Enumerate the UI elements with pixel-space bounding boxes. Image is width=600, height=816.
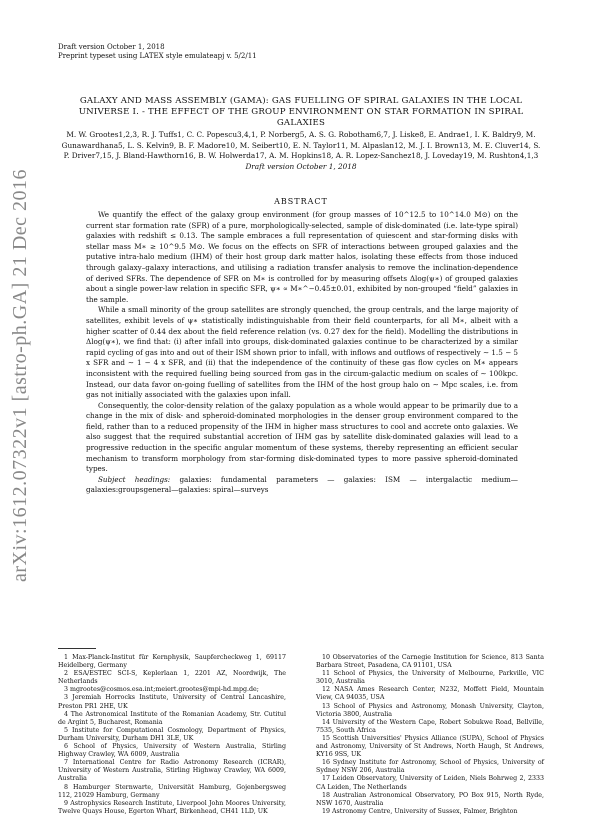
affiliation: 12 NASA Ames Research Center, N232, Moffett Field, Mountain View, CA 94035, USA: [316, 686, 544, 702]
abstract-paragraph: Consequently, the color-density relation of the galaxy population as a whole would appear to be primarily due to a change in the mix of disk- and spheroid-dominated morphologies in the denser group environment compared to the field, rather than to a reduced propensity of the IHM in higher mass structures to cool and accrete onto galaxies. We also suggest that the required substantial accretion of IHM gas by satellite disk-dominated galaxies will lead to a progressive reduction in the specific angular momentum of these systems, thereby representing an efficient secular mechanism to transform morphology from star-forming disk-dominated types to more passive spheroid-dominated types.: [86, 400, 518, 474]
affiliation: 18 Australian Astronomical Observatory, PO Box 915, North Ryde, NSW 1670, Australia: [316, 791, 544, 807]
author-list: M. W. Grootes1,2,3, R. J. Tuffs1, C. C. Popescu3,4,1, P. Norberg5, A. S. G. Robotham6,7, J. Liske8, E. Andrae1, I. K. Baldry9, M. Gunawardhana5, L. S. Kelvin9, B. F. Madore10, M. Seibert10, E. N. Taylor11, M. Alpaslan12, M. J. I. Brown13, M. E. Cluver14, S. P. Driver7,15, J. Bland-Hawthorn16, B. W. Holwerda17, A. M. Hopkins18, A. R. Lopez-Sanchez18, J. Loveday19, M. Rushton4,1,3: [61, 130, 541, 160]
affiliation: 9 Astrophysics Research Institute, Liverpool John Moores University, Twelve Quays House, Egerton Wharf, Birkenhead, CH41 1LD, UK: [58, 799, 286, 815]
affiliation: 2 ESA/ESTEC SCI-S, Keplerlaan 1, 2201 AZ, Noordwijk, The Netherlands: [58, 670, 286, 686]
draft-date: Draft version October 1, 2018: [245, 161, 357, 171]
arxiv-id: arXiv:1612.07322v1 [astro-ph.GA] 21 Dec 2016: [9, 168, 32, 582]
preprint-header: [58, 43, 257, 61]
affiliation: 19 Astronomy Centre, University of Sussex, Falmer, Brighton: [322, 807, 518, 815]
affiliations-left: [58, 654, 286, 816]
affiliation: 3 Jeremiah Horrocks Institute, University of Central Lancashire, Preston PR1 2HE, UK: [58, 694, 286, 710]
affiliation: 8 Hamburger Sternwarte, Universität Hamburg, Gojenbergsweg 112, 21029 Hamburg, Germany: [58, 783, 286, 799]
affiliation: 16 Sydney Institute for Astronomy, School of Physics, University of Sydney NSW 206, Australia: [316, 759, 544, 775]
affiliation: 17 Leiden Observatory, University of Leiden, Niels Bohrweg 2, 2333 CA Leiden, The Netherlands: [316, 775, 544, 791]
affiliation: 11 School of Physics, the University of Melbourne, Parkville, VIC 3010, Australia: [316, 670, 544, 686]
affiliation: 3 mgrootes@cosmos.esa.int;meiert.grootes@mpi-hd.mpg.de;: [64, 686, 259, 694]
author-block: [60, 130, 542, 172]
affiliation: 14 University of the Western Cape, Robert Sobukwe Road, Bellville, 7535, South Africa: [316, 718, 544, 734]
abstract-paragraph: While a small minority of the group satellites are strongly quenched, the group centrals, and the large majority of satellites, exhibit levels of ψ∗ statistically indistinguishable from their field counterparts, for all M∗, albeit with a higher scatter of 0.44 dex about the field reference relation (vs. 0.27 dex for the field). Modelling the distributions in Δlog(ψ∗), we find that: (i) after infall into groups, disk-dominated galaxies continue to be characterized by a similar rapid cycling of gas into and out of their ISM shown prior to infall, with inflows and outflows of respectively ∼ 1.5 − 5 x SFR and ∼ 1 − 4 x SFR, and (ii) that the independence of the continuity of these gas flow cycles on M∗ appears inconsistent with the required fuelling being sourced from gas in the circum-galactic medium on scales of ∼ 100kpc. Instead, our data favor on-going fuelling of satellites from the IHM of the host group halo on ∼ Mpc scales, i.e. from gas not initially associated with the galaxies upon infall.: [86, 305, 518, 400]
affiliation: 10 Observatories of the Carnegie Institution for Science, 813 Santa Barbara Street, Pasadena, CA 91101, USA: [316, 654, 544, 670]
affiliation: 6 School of Physics, University of Western Australia, Stirling Highway Crawley, WA 6009, Australia: [58, 743, 286, 759]
arxiv-stamp: [6, 150, 36, 600]
affiliation: 4 The Astronomical Institute of the Romanian Academy, Str. Cutitul de Argint 5, Bucharest, Romania: [58, 710, 286, 726]
abstract-heading: ABSTRACT: [274, 197, 328, 206]
affiliation: 15 Scottish Universities' Physics Alliance (SUPA), School of Physics and Astronomy, University of St Andrews, North Haugh, St Andrews, KY16 9SS, UK: [316, 734, 544, 759]
paper-title: GALAXY AND MASS ASSEMBLY (GAMA): GAS FUELLING OF SPIRAL GALAXIES IN THE LOCAL UNIVERSE I. - THE EFFECT OF THE GROUP ENVIRONMENT ON STAR FORMATION IN SPIRAL GALAXIES: [78, 96, 524, 128]
affiliation: 13 School of Physics and Astronomy, Monash University, Clayton, Victoria 3800, Australia: [316, 702, 544, 718]
footnote-rule: [58, 648, 96, 649]
affiliations-right: [316, 654, 544, 816]
affiliation: 5 Institute for Computational Cosmology, Department of Physics, Durham University, Durham DH1 3LE, UK: [58, 726, 286, 742]
abstract-paragraph: We quantify the effect of the galaxy group environment (for group masses of 10^12.5 to 10^14.0 M⊙) on the current star formation rate (SFR) of a pure, morphologically-selected, sample of disk-dominated (i.e. late-type spiral) galaxies with redshift ≤ 0.13. The sample embraces a full representation of quiescent and star-forming disks with stellar mass M∗ ≥ 10^9.5 M⊙. We focus on the effects on SFR of interactions between grouped galaxies and the putative intra-halo medium (IHM) of their host group dark matter halos, isolating these effects from those induced through galaxy–galaxy interactions, and utilising a radiation transfer analysis to remove the inclination-dependence of derived SFRs. The dependence of SFR on M∗ is controlled for by measuring offsets Δlog(ψ∗) of grouped galaxies about a single power-law relation in specific SFR, ψ∗ ∝ M∗^−0.45±0.01, exhibited by non-grouped “field” galaxies in the sample.: [86, 210, 518, 304]
affiliation: 7 International Centre for Radio Astronomy Research (ICRAR), University of Western Australia, Stirling Highway Crawley, WA 6009, Australia: [58, 759, 286, 783]
draft-version: Draft version October 1, 2018: [58, 43, 165, 51]
abstract: [86, 210, 518, 496]
subject-headings-label: Subject headings:: [98, 474, 171, 484]
subject-headings-text: galaxies: fundamental parameters — galaxies: ISM — intergalactic medium—galaxies:groupsgeneral—galaxies: spiral—surveys: [86, 474, 518, 495]
affiliation: 1 Max-Planck-Institut für Kernphysik, Saupfercheckweg 1, 69117 Heidelberg, Germany: [58, 654, 286, 670]
subject-headings: [86, 475, 518, 496]
preprint-style: Preprint typeset using LATEX style emulateapj v. 5/2/11: [58, 52, 257, 60]
